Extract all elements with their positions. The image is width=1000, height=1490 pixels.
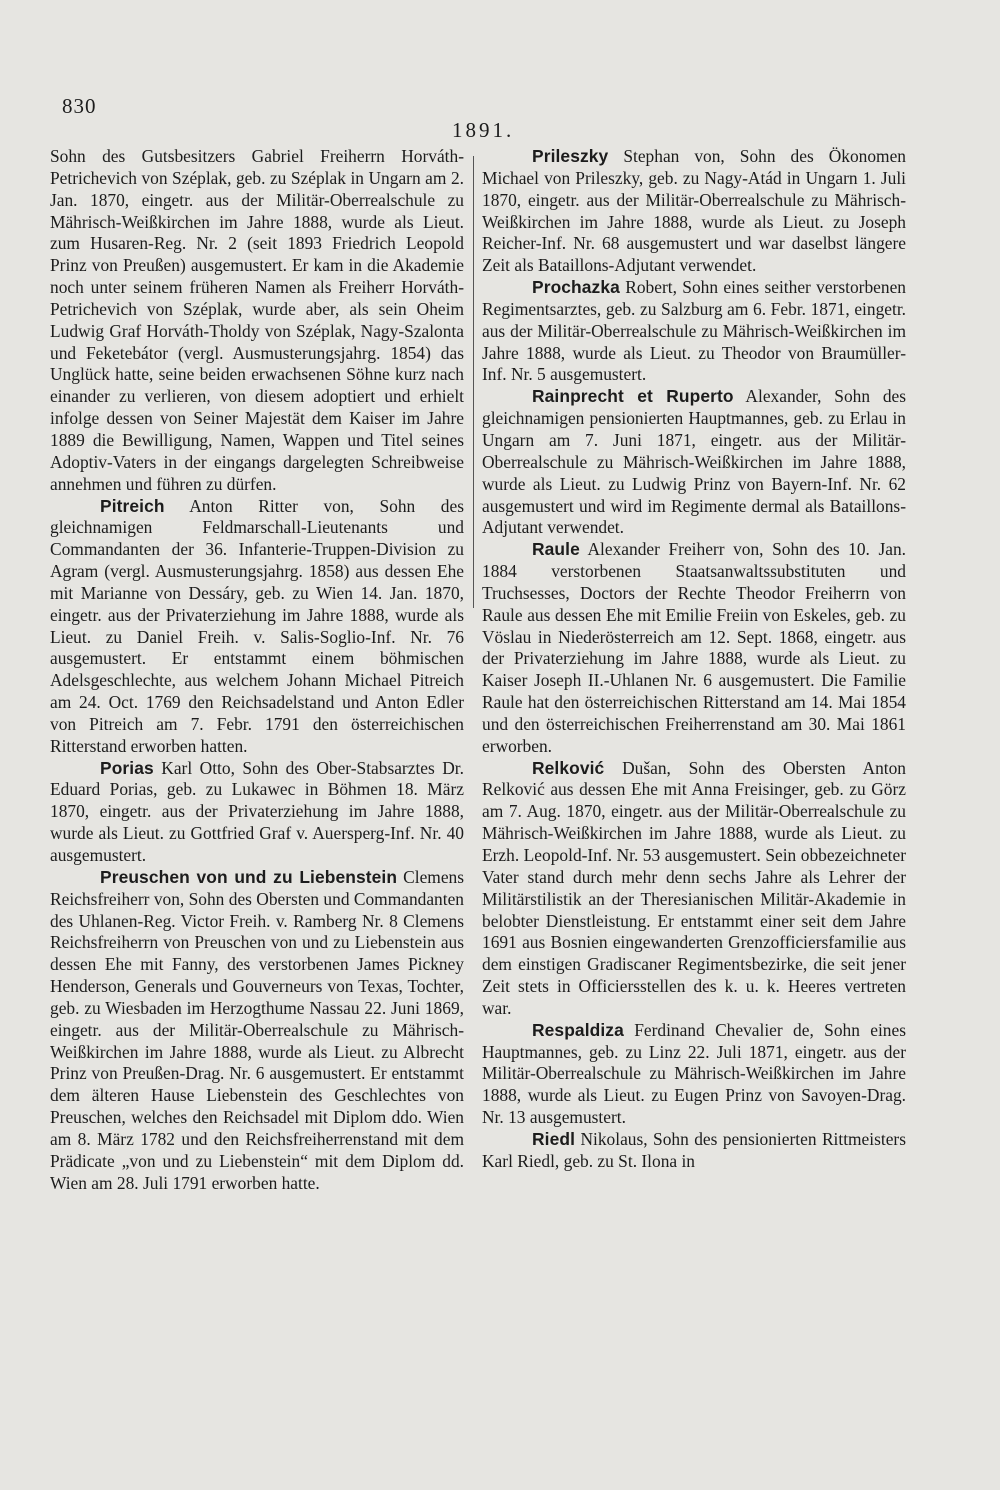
entry-name: Prileszky [532,146,609,166]
entry-raule [482,539,906,757]
entry-name: Rainprecht et Ruperto [532,386,734,407]
entry-riedl [482,1129,906,1173]
entry-text: Clemens Reichsfreiherr von, Sohn des Obersten und Commandanten des Uhlanen-Reg. Victor Freih. v. Ramberg Nr. 8 Clemens Reichsfreiherrn von Preuschen von und zu Liebenstein aus dessen Ehe mit Fanny, des verstorbenen James Pickney Henderson, Generals und Gouverneurs von Texas, Tochter, geb. zu Wiesbaden im Herzogthume Nassau 22. Juni 1869, eingetr. aus der Militär-Oberrealschule zu Mährisch-Weißkirchen im Jahre 1888, wurde als Lieut. zu Albrecht Prinz von Preußen-Drag. Nr. 6 ausgemustert. Er entstammt dem älteren Hause Liebenstein des Geschlechtes von Preuschen, welches den Reichsadel mit Diplom ddo. Wien am 8. März 1782 und den Reichsfreiherrenstand mit dem Prädicate „von und zu Liebenstein“ mit dem Diplom dd. Wien am 28. Juli 1791 erworben hatte. [50,866,464,1193]
entry-name: Preuschen von und zu Liebenstein [100,866,398,887]
entry-text: Stephan von, Sohn des Ökonomen Michael von Prileszky, geb. zu Nagy-Atád in Ungarn 1. Juli 1870, eingetr. aus der Militär-Oberrealschule zu Mährisch-Weißkirchen im Jahre 1888, wurde als Lieut. zu Joseph Reicher-Inf. Nr. 68 ausgemustert und war daselbst längere Zeit als Bataillons-Adjutant verwendet. [482,146,906,276]
entry-text: Dušan, Sohn des Obersten Anton Relković aus dessen Ehe mit Anna Freisinger, geb. zu Görz am 7. Aug. 1870, eingetr. aus der Militär-Oberrealschule zu Mährisch-Weißkirchen im Jahre 1888, wurde als Lieut. zu Erzh. Leopold-Inf. Nr. 53 ausgemustert. Sein obbezeichneter Vater stand durch mehr denn sechs Jahre als Lehrer der Militärstilistik an der Theresianischen Militär-Akademie in belobter Dienstleistung. Er entstammt einer seit dem Jahre 1691 aus Bosnien eingewanderten Grenzofficiersfamilie aus dem einstigen Gradiscaner Regimentsbezirke, die seit jener Zeit stets in Officiersstellen des k. u. k. Heeres vertreten war. [482,757,906,1018]
entry-text: Alexander, Sohn des gleichnamigen pensionierten Hauptmannes, geb. zu Erlau in Ungarn am 7. Juni 1871, eingetr. aus der Militär-Oberrealschule zu Mährisch-Weißkirchen im Jahre 1888, wurde als Lieut. zu Ludwig Prinz von Bayern-Inf. Nr. 62 ausgemustert und wird im Regimente dermal als Bataillons-Adjutant verwendet. [482,386,907,538]
page-number: 830 [62,94,97,118]
entry-porias [50,758,464,867]
right-column [482,146,906,1173]
entry-prochazka [482,277,906,386]
entry-prileszky [482,146,906,277]
entry-text: Robert, Sohn eines seither verstorbenen Regimentsarztes, geb. zu Salzburg am 6. Febr. 1871, eingetr. aus der Militär-Oberrealschule zu Mährisch-Weißkirchen im Jahre 1888, wurde als Lieut. zu Theodor von Braumüller-Inf. Nr. 5 ausgemustert. [482,277,906,385]
entry-relkovic [482,758,906,1020]
entry-text: Nikolaus, Sohn des pensionierten Rittmeisters Karl Riedl, geb. zu St. Ilona in [482,1128,906,1171]
entry-respaldiza [482,1020,906,1129]
entry-text: Karl Otto, Sohn des Ober-Stabsarztes Dr. Eduard Porias, geb. zu Lukawec in Böhmen 18. März 1870, eingetr. aus der Privaterziehung im Jahre 1888, wurde als Lieut. zu Gottfried Graf v. Auersperg-Inf. Nr. 40 ausgemustert. [50,757,464,865]
entry-name: Respaldiza [532,1019,624,1040]
entry-text: Alexander Freiherr von, Sohn des 10. Jan. 1884 verstorbenen Staatsanwaltssubstituten und Truchsesses, Doctors der Rechte Theodor Freiherrn von Raule aus dessen Ehe mit Emilie Freiin von Eskeles, geb. zu Vöslau in Niederösterreich am 12. Sept. 1868, eingetr. aus der Privaterziehung im Jahre 1888, wurde als Lieut. zu Kaiser Joseph II.-Uhlanen Nr. 6 ausgemustert. Die Familie Raule hat den österreichischen Ritterstand am 14. Mai 1854 und den österreichischen Freiherrenstand am 30. Mai 1861 erworben. [482,539,906,756]
page-year-heading: 1891. [452,118,515,142]
entry-preuschen [50,867,464,1195]
entry-name: Raule [532,539,580,560]
entry-name: Prochazka [532,277,620,298]
entry-name: Relković [532,757,605,778]
column-divider [473,156,474,608]
entry-rainprecht [482,386,906,539]
entry-text: Ferdinand Chevalier de, Sohn eines Hauptmannes, geb. zu Linz 22. Juli 1871, eingetr. aus der Militär-Oberrealschule zu Mährisch-Weißkirchen im Jahre 1888, wurde als Lieut. zu Eugen Prinz von Savoyen-Drag. Nr. 13 ausgemustert. [482,1019,906,1128]
continued-entry-text: Sohn des Gutsbesitzers Gabriel Freiherrn Horváth-Petrichevich von Széplak, geb. zu Széplak in Ungarn am 2. Jan. 1870, eingetr. aus der Militär-Oberrealschule zu Mährisch-Weißkirchen im Jahre 1888, wurde als Lieut. zum Husaren-Reg. Nr. 2 (seit 1893 Friedrich Leopold Prinz von Preußen) ausgemustert. Er kam in die Akademie noch unter seinem früheren Namen als Freiherr Horváth-Petrichevich von Széplak, wurde aber, als sein Oheim Ludwig Graf Horváth-Tholdy von Széplak, Nagy-Szalonta und Feketebátor (vergl. Ausmusterungsjahrg. 1854) das Unglück hatte, seine beiden erwachsenen Söhne kurz nach einander zu verlieren, von diesem adoptiert und erhielt infolge dessen von Seiner Majestät dem Kaiser im Jahre 1889 die Bewilligung, Namen, Wappen und Titel seines Adoptiv-Vaters in der eingangs dargelegten Schreibweise annehmen und führen zu dürfen. [50,146,464,494]
entry-name: Porias [100,757,154,778]
entry-name: Pitreich [100,495,165,516]
left-column [50,146,464,1195]
entry-pitreich [50,496,464,758]
entry-text: Anton Ritter von, Sohn des gleichnamigen Feldmarschall-Lieutenants und Commandanten der 36. Infanterie-Truppen-Division zu Agram (vergl. Ausmusterungsjahrg. 1858) aus dessen Ehe mit Marianne von Dessáry, geb. zu Wien 14. Jan. 1870, eingetr. aus der Privaterziehung im Jahre 1888, wurde als Lieut. zu Daniel Freih. v. Salis-Soglio-Inf. Nr. 76 ausgemustert. Er entstammt einem böhmischen Adelsgeschlechte, aus welchem Johann Michael Pitreich am 24. Oct. 1769 den Reichsadelstand und Anton Edler von Pitreich am 7. Febr. 1791 den österreichischen Ritterstand erworben hatten. [50,495,464,756]
entry-name: Riedl [532,1128,576,1149]
